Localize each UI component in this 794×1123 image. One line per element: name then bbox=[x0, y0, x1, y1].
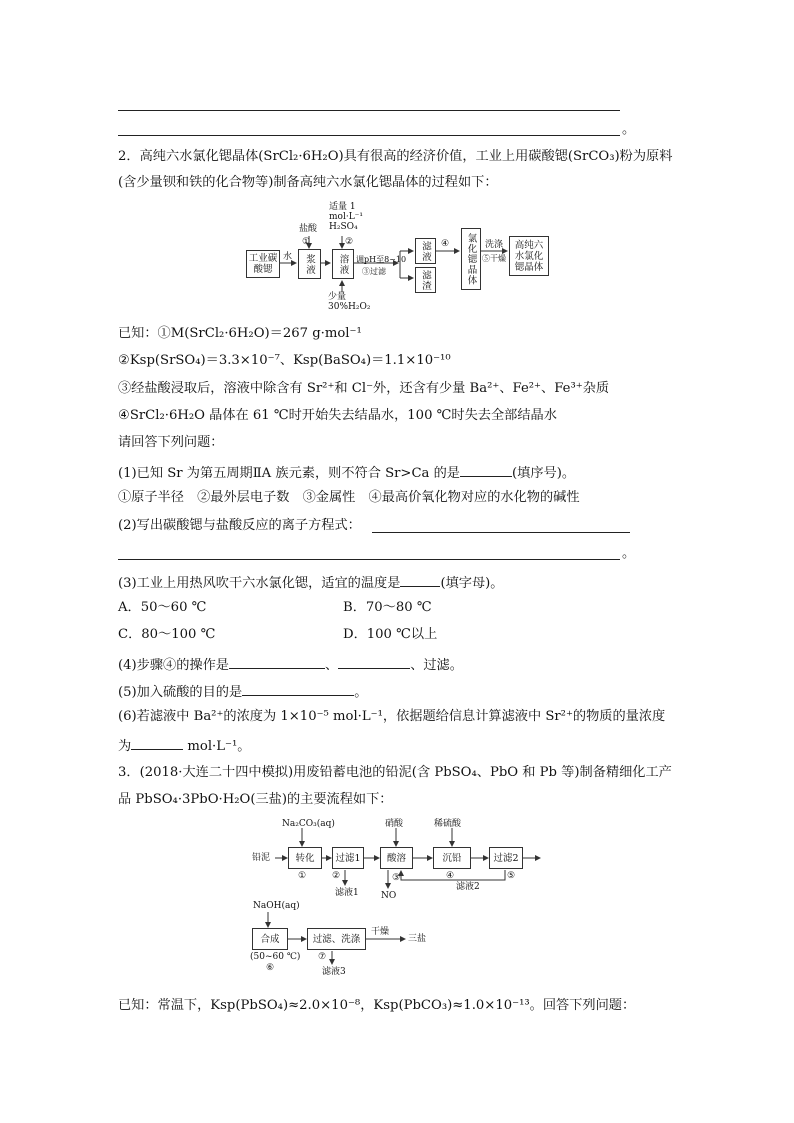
part4: (4)步骤④的操作是 、 、过滤。 bbox=[118, 654, 463, 675]
q3-intro-line1: 3．(2018·大连二十四中模拟)用废铅蓄电池的铅泥(含 PbSO₄、PbO 和 Pb 等)制备精细化工产 bbox=[118, 765, 672, 780]
q2-intro-line2: (含少量钡和铁的化合物等)制备高纯六水氯化锶晶体的过程如下： bbox=[118, 175, 498, 190]
part2-period: 。 bbox=[622, 546, 636, 561]
residue-box: 滤渣 bbox=[415, 267, 436, 293]
filtrate1-label: 滤液1 bbox=[335, 888, 359, 898]
known-1: 已知：①M(SrCl₂·6H₂O)＝267 g·mol⁻¹ bbox=[118, 326, 362, 341]
q3-known: 已知：常温下，Ksp(PbSO₄)≈2.0×10⁻⁸，Ksp(PbCO₃)≈1.0×10⁻¹³。回答下列问题： bbox=[118, 998, 636, 1013]
period-mark: 。 bbox=[622, 122, 636, 137]
acid-box: 酸溶 bbox=[380, 847, 413, 869]
precip-box: 沉铅 bbox=[433, 847, 471, 869]
water-label: 水 bbox=[283, 252, 293, 262]
hno3-label: 硝酸 bbox=[385, 819, 404, 829]
ph-label: 调pH至8~10 bbox=[356, 255, 407, 264]
convert-box: 转化 bbox=[288, 847, 322, 869]
q3-intro-line2: 品 PbSO₄·3PbO·H₂O(三盐)的主要流程如下： bbox=[118, 792, 393, 807]
filter3-label: ③过滤 bbox=[362, 267, 386, 276]
s1-label: ① bbox=[298, 871, 307, 881]
ask-text: 请回答下列问题： bbox=[118, 435, 224, 450]
step2-label: ② bbox=[345, 237, 354, 247]
s4-label: ④ bbox=[446, 871, 455, 881]
s2-label: ② bbox=[332, 871, 341, 881]
option-d: D．100 ℃以上 bbox=[343, 627, 438, 642]
naoh-label: NaOH(aq) bbox=[253, 901, 300, 911]
option-c: C．80～100 ℃ bbox=[118, 627, 216, 642]
filter1-box: 过滤1 bbox=[332, 847, 364, 869]
step1-label: ① bbox=[302, 237, 311, 247]
wash-label: 洗涤 bbox=[485, 240, 504, 250]
na2co3-label: Na₂CO₃(aq) bbox=[282, 819, 335, 829]
part2: (2)写出碳酸锶与盐酸反应的离子方程式： bbox=[118, 518, 361, 533]
option-b: B．70～80 ℃ bbox=[343, 600, 432, 615]
filtrate-box: 滤液 bbox=[415, 238, 436, 264]
known-2: ②Ksp(SrSO₄)＝3.3×10⁻⁷、Ksp(BaSO₄)＝1.1×10⁻¹⁰ bbox=[118, 353, 451, 368]
part3: (3)工业上用热风吹干六水氯化锶，适宜的温度是 (填字母)。 bbox=[118, 572, 503, 593]
slurry-box: 浆液 bbox=[298, 249, 321, 279]
temp-label: (50~60 ℃) bbox=[250, 952, 301, 962]
start-box: 工业碳酸锶 bbox=[246, 250, 280, 278]
s3-label: ③ bbox=[392, 873, 401, 883]
step4-label: ④ bbox=[441, 239, 450, 249]
part1: (1)已知 Sr 为第五周期ⅡA 族元素，则不符合 Sr>Ca 的是 (填序号)。 bbox=[118, 462, 575, 483]
known-4: ④SrCl₂·6H₂O 晶体在 61 ℃时开始失去结晶水，100 ℃时失去全部结晶水 bbox=[118, 408, 557, 423]
dil-h2so4-label: 稀硫酸 bbox=[434, 819, 462, 829]
filtrate3-label: 滤液3 bbox=[322, 967, 346, 977]
s7-label: ⑦ bbox=[318, 952, 327, 962]
salt-label: 三盐 bbox=[408, 934, 427, 944]
part6-line2: 为 mol·L⁻¹。 bbox=[118, 735, 250, 756]
filter-wash-box: 过滤、洗涤 bbox=[307, 928, 366, 950]
h2so4-label: 适量 1 mol·L⁻¹ H₂SO₄ bbox=[329, 202, 364, 232]
filtrate2-label: 滤液2 bbox=[456, 882, 480, 892]
option-a: A．50～60 ℃ bbox=[118, 600, 207, 615]
part6-line1: (6)若滤液中 Ba²⁺的浓度为 1×10⁻⁵ mol·L⁻¹，依据题给信息计算滤液中 Sr²⁺的物质的量浓度 bbox=[118, 709, 666, 724]
q2-intro-line1: 2．高纯六水氯化锶晶体(SrCl₂·6H₂O)具有很高的经济价值，工业上用碳酸锶(SrCO₃)粉为原料 bbox=[118, 149, 673, 164]
mud-label: 铅泥 bbox=[252, 853, 271, 863]
hcl-label: 盐酸 bbox=[299, 224, 318, 234]
dry-label-q3: 干燥 bbox=[371, 927, 390, 937]
known-3: ③经盐酸浸取后，溶液中除含有 Sr²⁺和 Cl⁻外，还含有少量 Ba²⁺、Fe²⁺、Fe³⁺杂质 bbox=[118, 381, 610, 396]
solution-box: 溶液 bbox=[332, 249, 354, 279]
part5: (5)加入硫酸的目的是 。 bbox=[118, 681, 367, 702]
filter2-box: 过滤2 bbox=[489, 847, 523, 869]
s6-label: ⑥ bbox=[266, 963, 275, 973]
part1-options: ①原子半径 ②最外层电子数 ③金属性 ④最高价氧化物对应的水化物的碱性 bbox=[118, 490, 580, 505]
h2o2-label: 少量 30%H₂O₂ bbox=[328, 292, 371, 312]
dry-label: ⑤干燥 bbox=[482, 254, 506, 263]
s5-label: ⑤ bbox=[507, 871, 516, 881]
crystal-box: 氯化锶晶体 bbox=[461, 228, 481, 290]
product-box: 高纯六水氯化锶晶体 bbox=[509, 236, 549, 276]
no-label: NO bbox=[381, 891, 397, 901]
synth-box: 合成 bbox=[252, 928, 288, 950]
